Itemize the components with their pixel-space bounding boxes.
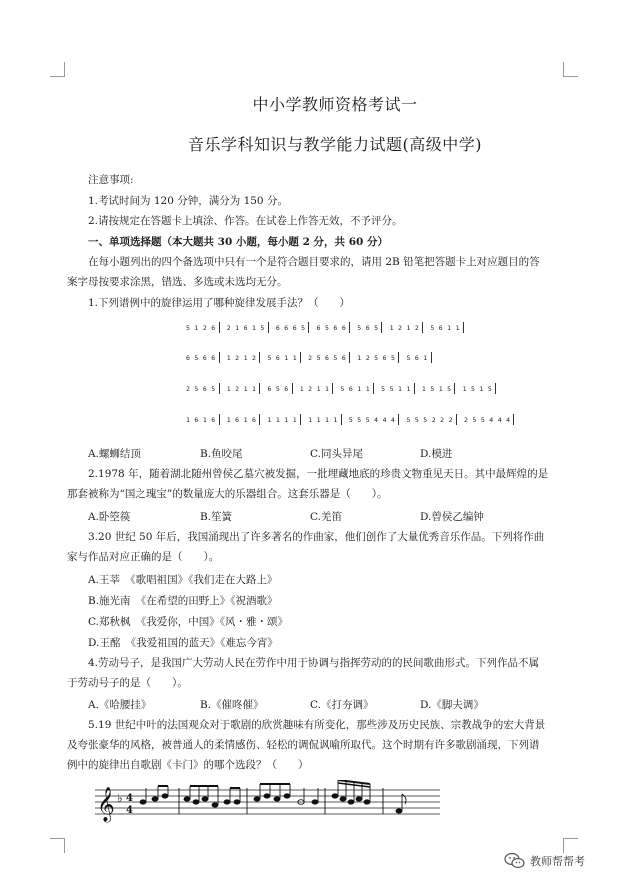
- question-1-option-a[interactable]: A.螺蛳结顶: [88, 448, 141, 460]
- score-measure: 6 6 6 5: [275, 323, 306, 332]
- score-measure: 1 5 1 5: [421, 384, 452, 393]
- question-4-option-b[interactable]: B.《催咚催》: [200, 699, 264, 711]
- question-2-option-b[interactable]: B.笙簧: [200, 511, 233, 523]
- section-intro: 在每小题列出的四个备选项中只有一个是符合题目要求的，请用 2B 铅笔把答题卡上对应题目的答: [88, 256, 540, 268]
- question-3-option-b[interactable]: B.施光南 《在希望的田野上》《祝酒歌》: [88, 595, 278, 607]
- crop-mark-bottom-left: [50, 838, 65, 853]
- question-4-option-a[interactable]: A.《哈腰挂》: [88, 699, 152, 711]
- question-2-stem: 那套被称为“国之瑰宝”的数量庞大的乐器组合。这套乐器是（ ）。: [67, 488, 388, 500]
- question-1-option-b[interactable]: B.鱼咬尾: [200, 448, 243, 460]
- score-measure: 6 5 6 6: [186, 353, 216, 362]
- score-row-4: [186, 414, 517, 425]
- crop-mark-top-left: [50, 62, 65, 77]
- score-measure: 2 5 6 5: [186, 384, 216, 393]
- question-4-option-d[interactable]: D.《脚夫调》: [420, 699, 484, 711]
- notice-item: 2.请按规定在答题卡上填涂、作答。在试卷上作答无效，不予评分。: [88, 215, 403, 227]
- score-measure: 2 5 5 4 4 4: [464, 415, 511, 424]
- score-measure: 5 6 5: [357, 323, 379, 332]
- question-3-stem: 家与作品对应正确的是（ ）。: [67, 551, 220, 563]
- question-3-option-c[interactable]: C.郑秋枫 《我爱你，中国》《风・雅・颂》: [88, 616, 288, 628]
- watermark-label: 教师帮帮考: [530, 855, 585, 868]
- score-measure: 6 5 6 6: [316, 323, 347, 332]
- treble-clef-icon: 𝄞: [97, 787, 115, 822]
- score-measure: 1 6 1 6: [226, 415, 257, 424]
- notice-item: 1.考试时间为 120 分钟，满分为 150 分。: [88, 195, 288, 207]
- question-4-option-c[interactable]: C.《打夯调》: [310, 699, 374, 711]
- question-4-stem: 4.劳动号子，是我国广大劳动人民在劳作中用于协调与指挥劳动的的民间歌曲形式。下列作品不属: [88, 657, 540, 669]
- score-measure: 5 5 5 2 2 2: [406, 415, 453, 424]
- score-measure: 1 2 1 2: [389, 323, 420, 332]
- question-1-option-d[interactable]: D.模进: [420, 448, 453, 460]
- meter-top: 4: [126, 793, 133, 804]
- score-measure: 6 5 6: [267, 384, 289, 393]
- crop-mark-top-right: [563, 62, 578, 77]
- score-measure: 5 5 5 4 4 4: [348, 415, 396, 424]
- exam-subtitle: 音乐学科知识与教学能力试题(高级中学): [188, 135, 482, 154]
- score-row-1: [186, 322, 467, 333]
- score-measure: 1 2 1 1: [299, 384, 330, 393]
- score-measure: 5 6 1 1: [340, 384, 370, 393]
- question-3-option-d[interactable]: D.王酩 《我爱祖国的蓝天》《难忘今宵》: [88, 637, 278, 649]
- score-measure: 2 1 6 1 5: [226, 323, 265, 332]
- score-measure: 1 6 1 6: [186, 415, 216, 424]
- question-5-stem: 例中的旋律出自歌剧《卡门》的哪个选段？（ ）: [67, 759, 309, 771]
- score-measure: 1 2 1 2: [226, 353, 257, 362]
- flat-sign-icon: ♭: [117, 791, 123, 805]
- staff-notation: [95, 780, 440, 824]
- crop-mark-bottom-right: [563, 838, 578, 853]
- question-3-option-a[interactable]: A.王莘 《歌唱祖国》《我们走在大路上》: [88, 574, 278, 586]
- score-measure: 1 1 1 1: [267, 415, 297, 424]
- watermark: [504, 852, 585, 870]
- question-1-option-c[interactable]: C.同头异尾: [310, 448, 363, 460]
- notice-heading: 注意事项:: [88, 174, 134, 186]
- score-measure: 5 6 1 1: [430, 323, 460, 332]
- score-measure: 1 5 1 5: [462, 384, 493, 393]
- question-2-option-c[interactable]: C.羌笛: [310, 511, 342, 523]
- score-measure: 2 5 6 5 6: [308, 353, 347, 362]
- section-heading: 一、单项选择题（本大题共 30 小题，每小题 2 分，共 60 分）: [88, 236, 388, 248]
- score-measure: 5 1 2 6: [186, 323, 216, 332]
- score-measure: 1 2 5 6 5: [357, 353, 396, 362]
- score-measure: 1 2 1 1: [226, 384, 257, 393]
- wechat-icon: [504, 852, 526, 870]
- score-measure: 1 1 1 1: [308, 415, 338, 424]
- score-row-3: [186, 383, 499, 394]
- question-2-stem: 2.1978 年，随着湖北随州曾侯乙墓穴被发掘，一批埋藏地底的珍贵文物重见天日。其中最辉煌的是: [88, 468, 549, 480]
- question-1-stem: 1.下列谱例中的旋律运用了哪种旋律发展手法？（ ）: [88, 297, 351, 309]
- section-intro: 案字母按要求涂黑，错选、多选或未选均无分。: [67, 276, 288, 288]
- staff-notes: [140, 780, 406, 814]
- score-row-2: [186, 352, 435, 363]
- question-5-stem: 5.19 世纪中叶的法国观众对于歌剧的欣赏趣味有所变化，那些涉及历史民族、宗教战争的宏大背景: [88, 719, 546, 731]
- exam-title: 中小学教师资格考试一: [252, 95, 418, 114]
- question-2-option-d[interactable]: D.曾侯乙编钟: [420, 511, 484, 523]
- meter-bottom: 4: [126, 805, 133, 816]
- score-measure: 5 6 1: [406, 353, 428, 362]
- score-measure: 5 5 1 1: [381, 384, 411, 393]
- question-3-stem: 3.20 世纪 50 年后，我国涌现出了许多著名的作曲家，他们创作了大量优秀音乐作品。下列将作曲: [88, 531, 545, 543]
- score-measure: 5 6 1 1: [267, 353, 297, 362]
- question-5-stem: 及夸张豪华的风格，被普通人的柔情感伤、轻松的调侃讽喻所取代。这个时期有许多歌剧涌现，下列谱: [67, 739, 540, 751]
- question-4-stem: 于劳动号子的是（ ）。: [67, 677, 188, 689]
- question-2-option-a[interactable]: A.卧箜篌: [88, 511, 131, 523]
